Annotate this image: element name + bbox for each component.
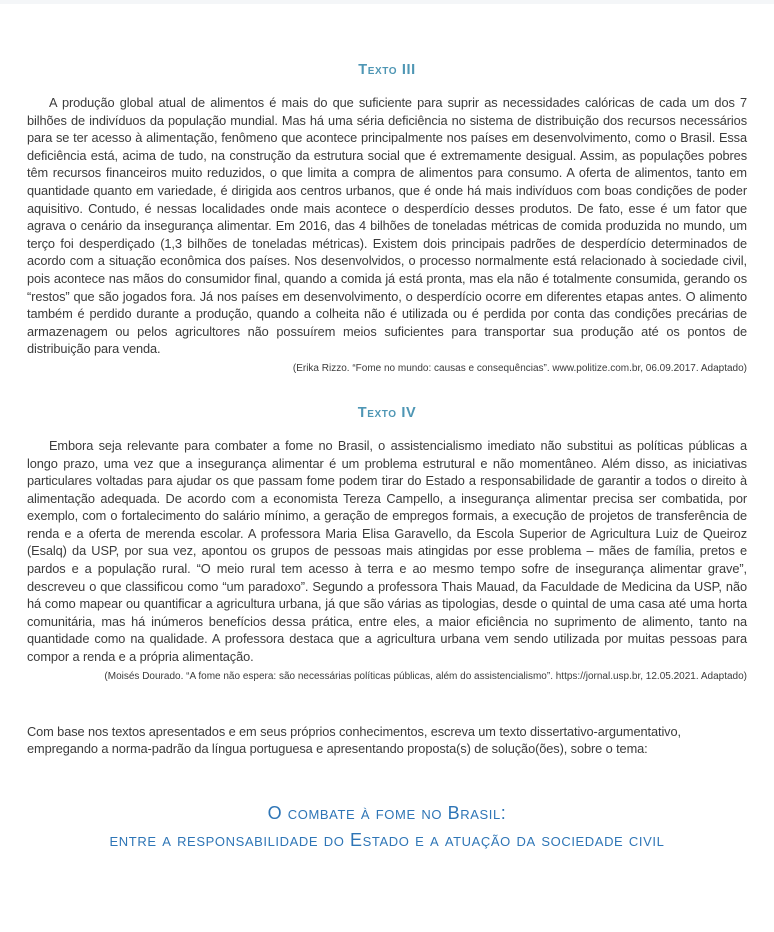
- theme-line-1: O combate à fome no Brasil:: [267, 802, 507, 823]
- essay-theme-title: [27, 800, 747, 854]
- essay-instruction: Com base nos textos apresentados e em seus próprios conhecimentos, escreva um texto dissertativo-argumentativo, empregando a norma-padrão da língua portuguesa e apresentando proposta(s) de solução(ões), sobre o tema:: [27, 723, 681, 757]
- texto-iv-citation: (Moisés Dourado. “A fome não espera: são necessárias políticas públicas, além do assistencialismo”. https://jornal.usp.br, 12.05.2021. Adaptado): [104, 670, 747, 682]
- texto-iii-paragraph: A produção global atual de alimentos é mais do que suficiente para suprir as necessidades calóricas de cada um dos 7 bilhões de indivíduos da população mundial. Mas há uma séria deficiência no sistema de distribuição dos recursos necessários para se ter acesso à alimentação, fenômeno que acontece principalmente nos países em desenvolvimento, como o Brasil. Essa deficiência está, acima de tudo, na construção da estrutura social que é extremamente desigual. Assim, as populações pobres têm recursos financeiros muito reduzidos, o que limita a compra de alimentos para consumo. A oferta de alimentos, tanto em quantidade quanto em variedade, é dirigida aos centros urbanos, que é onde há mais indivíduos com boas condições de poder aquisitivo. Contudo, é nessas localidades onde mais acontece o desperdício desses produtos. De fato, esse é um fator que agrava o cenário da insegurança alimentar. Em 2016, das 4 bilhões de toneladas métricas de comida produzida no mundo, um terço foi desperdiçado (1,3 bilhões de toneladas métricas). Existem dois principais padrões de desperdício determinados de acordo com a situação econômica dos países. Nos desenvolvidos, o processo normalmente está relacionado à sociedade civil, pois acontece nas mãos do consumidor final, quando a comida já está pronta, mas ela não é totalmente consumida, gerando os “restos” que são jogados fora. Já nos países em desenvolvimento, o desperdício ocorre em diferentes etapas antes. O alimento também é perdido durante a produção, quando a colheita não é utilizada ou é perdida por conta das condições precárias de armazenagem ou pelos agricultores não possuírem meios suficientes para transportar sua produção até os pontos de distribuição para venda.: [27, 95, 747, 357]
- section-texto-iii: [27, 62, 747, 375]
- texto-iv-paragraph: Embora seja relevante para combater a fome no Brasil, o assistencialismo imediato não substitui as políticas públicas a longo prazo, uma vez que a insegurança alimentar é um problema estrutural e não momentâneo. Além disso, as iniciativas particulares voltadas para ajudar os que passam fome podem tirar do Estado a responsabilidade de garantir a todos o direito à alimentação adequada. De acordo com a economista Tereza Campello, a insegurança alimentar precisa ser combatida, por exemplo, com o fortalecimento do salário mínimo, a geração de empregos formais, a execução de projetos de transferência de renda e a oferta de merenda escolar. A professora Maria Elisa Garavello, da Escola Superior de Agricultura Luiz de Queiroz (Esalq) da USP, por sua vez, apontou os grupos de pessoas mais atingidas por esse problema – mães de família, pretos e pardos e a população rural. “O meio rural tem acesso à terra e ao mesmo tempo sofre de insegurança alimentar grave”, descreveu o que classificou como “um paradoxo”. Segundo a professora Thais Mauad, da Faculdade de Medicina da USP, não há como mapear ou quantificar a agricultura urbana, já que são várias as tipologias, desde o quintal de uma casa até uma horta comunitária, mas há inúmeros benefícios dessa prática, entre eles, a maior eficiência no suprimento de alimento, tanto na quantidade como na qualidade. A professora destaca que a agricultura urbana vem sendo utilizada por muitas pessoas para compor a renda e a própria alimentação.: [27, 437, 747, 665]
- theme-line-2: entre a responsabilidade do Estado e a atuação da sociedade civil: [109, 829, 665, 850]
- texto-iv-heading: Texto IV: [357, 404, 417, 421]
- scan-top-edge: [0, 0, 774, 4]
- section-texto-iv: [27, 405, 747, 683]
- texto-iii-citation: (Erika Rizzo. “Fome no mundo: causas e consequências”. www.politize.com.br, 06.09.2017. Adaptado): [292, 362, 747, 374]
- texto-iii-heading: Texto III: [358, 62, 416, 78]
